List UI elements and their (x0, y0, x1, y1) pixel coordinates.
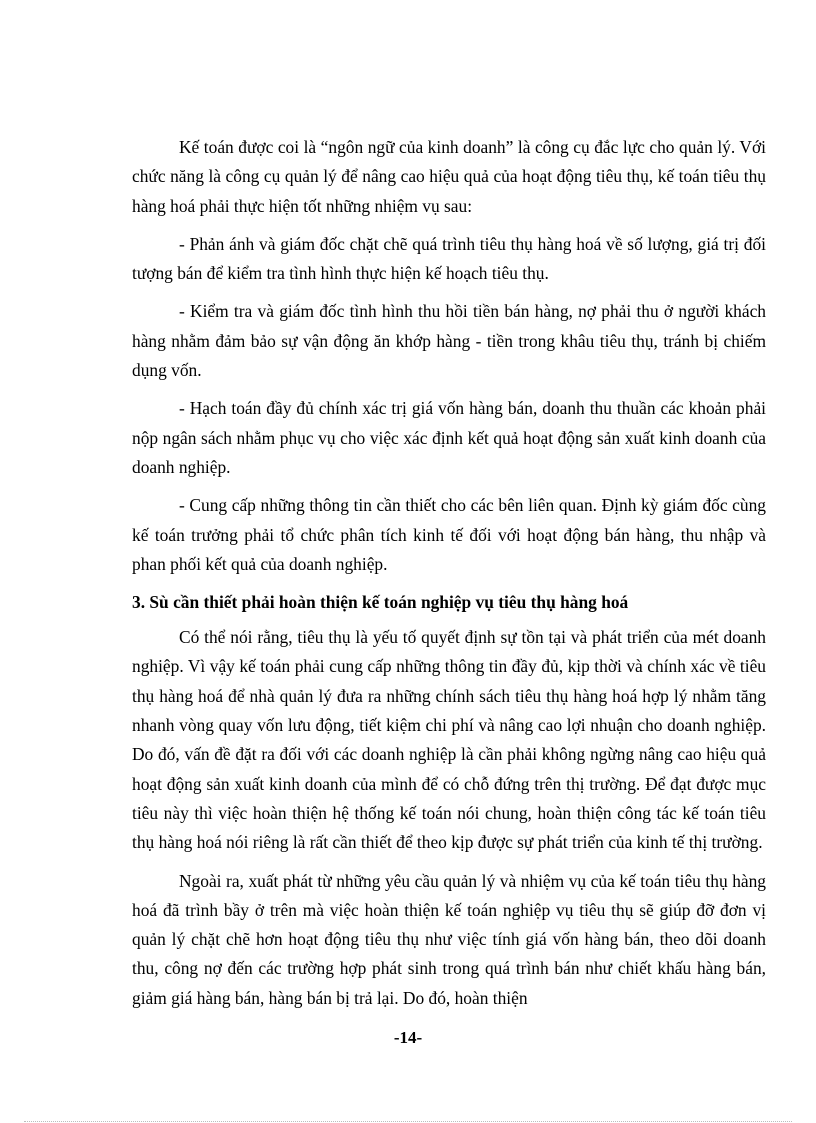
page-bottom-rule (24, 1121, 792, 1122)
duty-item-3: - Hạch toán đầy đủ chính xác trị giá vốn hàng bán, doanh thu thuần các khoản phải nộp ngân sách nhằm phục vụ cho việc xác định kết quả hoạt động sản xuất kinh doanh của doanh nghiệp. (132, 398, 766, 477)
duty-item-4: - Cung cấp những thông tin cần thiết cho các bên liên quan. Định kỳ giám đốc cùng kế toán trưởng phải tổ chức phân tích kinh tế đối với hoạt động bán hàng, thu nhập và phan phối kết quả của doanh nghiệp. (132, 495, 766, 574)
intro-paragraph: Kế toán được coi là “ngôn ngữ của kinh doanh” là công cụ đắc lực cho quản lý. Với chức năng là công cụ quản lý để nâng cao hiệu quả của hoạt động tiêu thụ, kế toán tiêu thụ hàng hoá phải thực hiện tốt những nhiệm vụ sau: (132, 137, 766, 216)
body-paragraph-1: Có thể nói rằng, tiêu thụ là yếu tố quyết định sự tồn tại và phát triển của mét doanh nghiệp. Vì vậy kế toán phải cung cấp những thông tin đầy đủ, kịp thời và chính xác về tiêu thụ hàng hoá để nhà quản lý đưa ra những chính sách tiêu thụ hàng hoá hợp lý nhằm tăng nhanh vòng quay vốn lưu động, tiết kiệm chi phí và nâng cao lợi nhuận cho doanh nghiệp. Do đó, vấn đề đặt ra đối với các doanh nghiệp là cần phải không ngừng nâng cao hiệu quả hoạt động sản xuất kinh doanh của mình để có chỗ đứng trên thị trường. Để đạt được mục tiêu này thì việc hoàn thiện hệ thống kế toán nói chung, hoàn thiện công tác kế toán tiêu thụ hàng hoá nói riêng là rất cần thiết để theo kịp được sự phát triển của kinh tế thị trường. (132, 627, 766, 853)
page-content (132, 133, 766, 1022)
duty-item-1: - Phản ánh và giám đốc chặt chẽ quá trình tiêu thụ hàng hoá về số lượng, giá trị đối tượng bán để kiểm tra tình hình thực hiện kế hoạch tiêu thụ. (132, 233, 766, 284)
page-number: -14- (393, 1028, 423, 1047)
body-paragraph-2: Ngoài ra, xuất phát từ những yêu cầu quản lý và nhiệm vụ của kế toán tiêu thụ hàng hoá đã trình bầy ở trên mà việc hoàn thiện kế toán nghiệp vụ tiêu thụ sẽ giúp đỡ đơn vị quản lý chặt chẽ hơn hoạt động tiêu thụ như việc tính giá vốn hàng bán, theo dõi doanh thu, công nợ đến các trường hợp phát sinh trong quá trình bán như chiết khấu hàng bán, giảm giá hàng bán, hàng bán bị trả lại. Do đó, hoàn thiện (132, 870, 766, 1008)
duty-item-2: - Kiểm tra và giám đốc tình hình thu hồi tiền bán hàng, nợ phải thu ở người khách hàng nhằm đảm bảo sự vận động ăn khớp hàng - tiền trong khâu tiêu thụ, tránh bị chiếm dụng vốn. (132, 301, 766, 381)
section-heading: 3. Sù cần thiết phải hoàn thiện kế toán nghiệp vụ tiêu thụ hàng hoá (132, 592, 629, 613)
